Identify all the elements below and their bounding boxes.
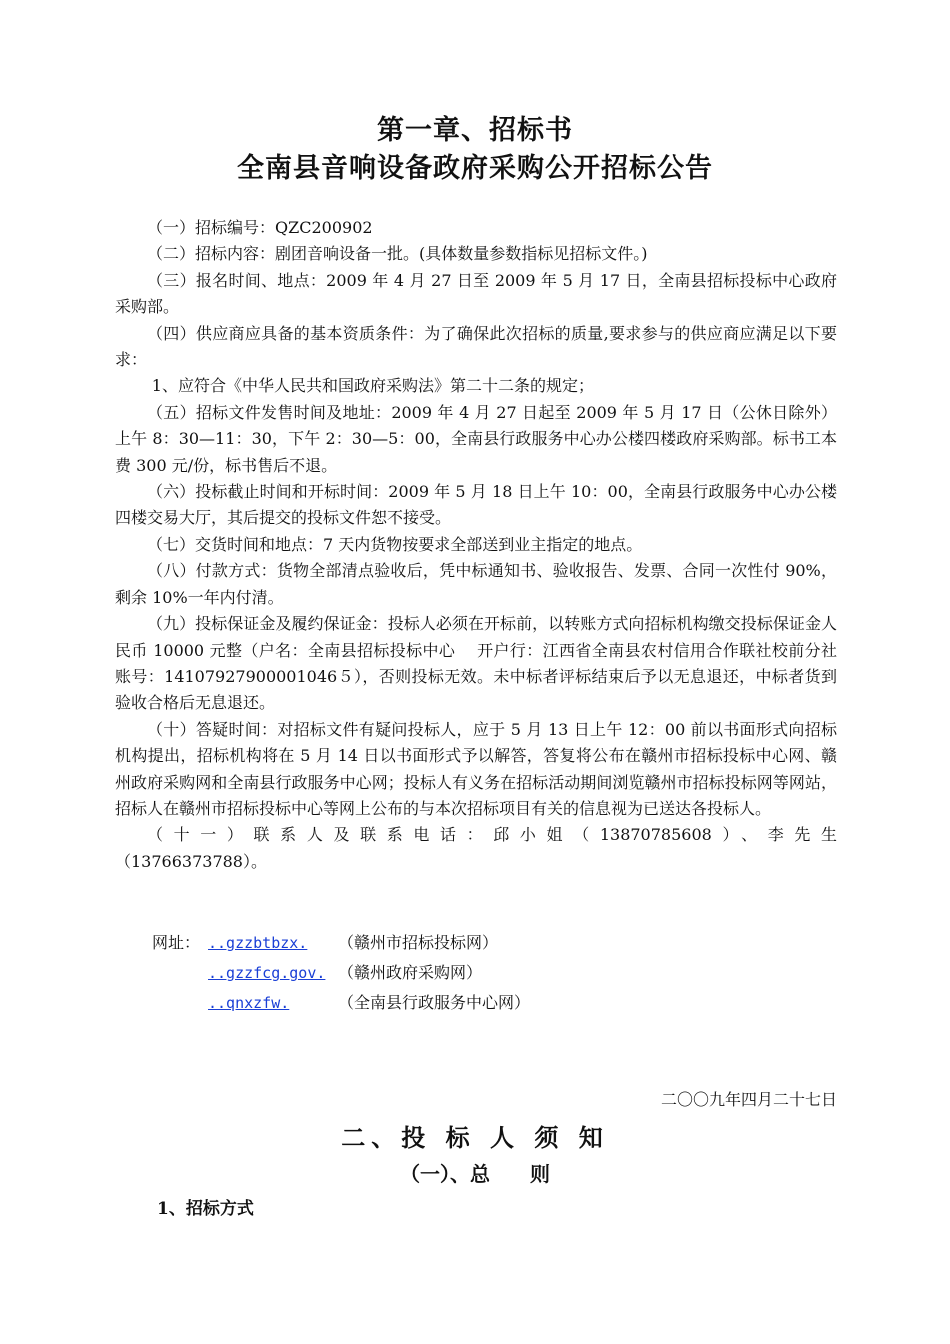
issue-date: 二〇〇九年四月二十七日 — [660, 1090, 837, 1109]
item-heading: 1、招标方式 — [157, 1199, 254, 1219]
section-heading: 二、投 标 人 须 知 — [341, 1123, 609, 1152]
website-desc: （全南县行政服务中心网） — [338, 993, 531, 1012]
website-row — [152, 988, 530, 1018]
website-label: 网址： — [152, 933, 201, 952]
website-list — [152, 928, 530, 1018]
paragraph-qualification: （四）供应商应具备的基本资质条件：为了确保此次招标的质量,要求参与的供应商应满足以下要求： — [115, 323, 837, 370]
paragraph-payment: （八）付款方式：货物全部清点验收后，凭中标通知书、验收报告、发票、合同一次性付 90%，剩余 10%一年内付清。 — [115, 561, 837, 607]
paragraph-delivery: （七）交货时间和地点：7 天内货物按要求全部送到业主指定的地点。 — [147, 534, 643, 554]
paragraph-deposit: （九）投标保证金及履约保证金：投标人必须在开标前，以转账方式向招标机构缴交投标保证金人民币 10000 元整（户名：全南县招标投标中心 开户行：江西省全南县农村信用合作联社校前分社 账号：14107927900001046５），否则投标无效。未中标者评标结束后予以无息退还，中标者货到验收合格后无息退还。 — [115, 614, 837, 713]
website-desc: （赣州政府采购网） — [338, 963, 483, 982]
website-link-gzzfcg[interactable]: ..gzzfcg.gov. — [208, 964, 326, 982]
paragraph-bid-number: （一）招标编号：QZC200902 — [147, 218, 373, 237]
website-desc: （赣州市招标投标网） — [338, 933, 499, 952]
website-link-gzzbtbzx[interactable]: ..gzzbtbzx. — [208, 934, 308, 952]
paragraph-deadline: （六）投标截止时间和开标时间：2009 年 5 月 18 日上午 10：00，全南县行政服务中心办公楼四楼交易大厅，其后提交的投标文件恕不接受。 — [115, 482, 837, 528]
website-link-qnxzfw[interactable]: ..qnxzfw. — [208, 994, 290, 1012]
paragraph-qa: （十）答疑时间：对招标文件有疑问投标人，应于 5 月 13 日上午 12：00 前以书面形式向招标机构提出，招标机构将在 5 月 14 日以书面形式予以解答，答复将公布在赣州市招标投标中心网、赣州政府采购网和全南县行政服务中心网；投标人有义务在招标活动期间浏览赣州市招标投标网等网站，招标人在赣州市招标投标中心等网上公布的与本次招标项目有关的信息视为已送达各投标人。 — [115, 719, 837, 818]
website-row — [152, 958, 530, 988]
contact-continuation: （13766373788）。 — [115, 851, 267, 871]
website-row — [152, 928, 530, 958]
paragraph-contact: （十一）联系人及联系电话：邱小姐（13870785608）、李先生 — [147, 825, 837, 845]
subsection-heading: （一）、总 则 — [400, 1162, 550, 1186]
announcement-body — [115, 215, 837, 875]
paragraph-bid-content: （二）招标内容：剧团音响设备一批。(具体数量参数指标见招标文件。) — [147, 244, 648, 264]
chapter-title: 第一章、招标书 — [377, 115, 573, 146]
announcement-title: 全南县音响设备政府采购公开招标公告 — [237, 153, 713, 184]
paragraph-qualification-item: 1、应符合《中华人民共和国政府采购法》第二十二条的规定； — [151, 376, 594, 396]
paragraph-registration: （三）报名时间、地点：2009 年 4 月 27 日至 2009 年 5 月 17 日，全南县招标投标中心政府采购部。 — [115, 270, 837, 317]
paragraph-document-sale: （五）招标文件发售时间及地址：2009 年 4 月 27 日起至 2009 年 5 月 17 日（公休日除外）上午 8：30—11：30，下午 2：30—5：00，全南县行政服务中心办公楼四楼政府采购部。标书工本费 300 元/份，标书售后不退。 — [115, 402, 837, 475]
